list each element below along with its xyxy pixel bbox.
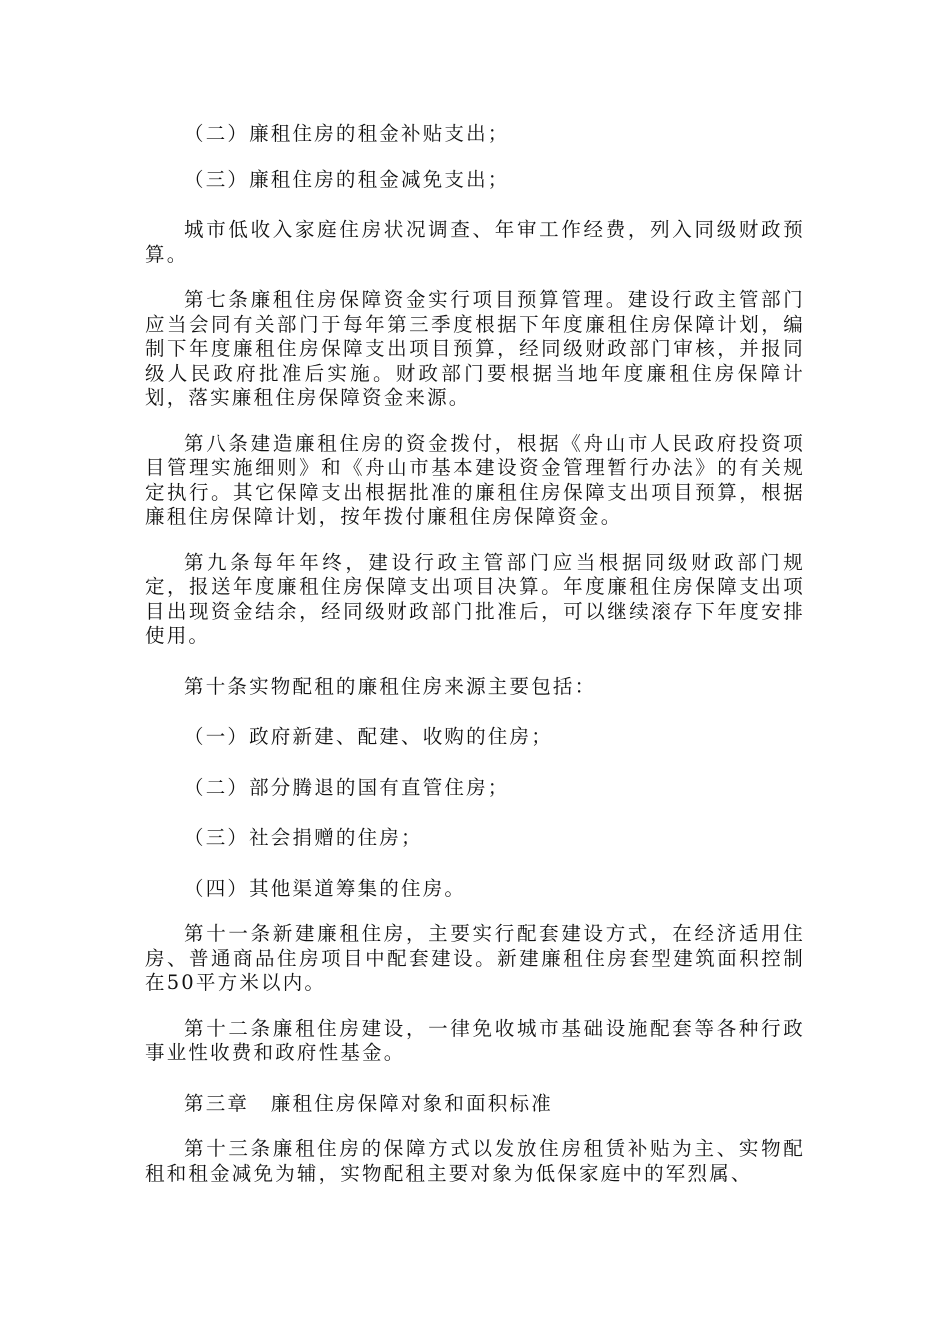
paragraph-article-9: 第九条每年年终，建设行政主管部门应当根据同级财政部门规定，报送年度廉租住房保障支出项目决算。年度廉租住房保障支出项目出现资金结余，经同级财政部门批准后，可以继续滚存下年度安排使用。: [145, 550, 805, 647]
paragraph-item-2: （二）廉租住房的租金补贴支出；: [184, 122, 510, 145]
paragraph-source-1: （一）政府新建、配建、收购的住房；: [184, 725, 553, 748]
paragraph-article-8: 第八条建造廉租住房的资金拨付，根据《舟山市人民政府投资项目管理实施细则》和《舟山市基本建设资金管理暂行办法》的有关规定执行。其它保障支出根据批准的廉租住房保障支出项目预算，根据廉租住房保障计划，按年拨付廉租住房保障资金。: [145, 431, 805, 528]
document-body: [145, 122, 805, 1186]
paragraph-article-7: 第七条廉租住房保障资金实行项目预算管理。建设行政主管部门应当会同有关部门于每年第三季度根据下年度廉租住房保障计划，编制下年度廉租住房保障支出项目预算，经同级财政部门审核，并报同级人民政府批准后实施。财政部门要根据当地年度廉租住房保障计划，落实廉租住房保障资金来源。: [145, 288, 805, 409]
paragraph-survey-funding: 城市低收入家庭住房状况调查、年审工作经费，列入同级财政预算。: [145, 218, 805, 266]
paragraph-article-12: 第十二条廉租住房建设，一律免收城市基础设施配套等各种行政事业性收费和政府性基金。: [145, 1016, 805, 1064]
chapter-heading: 第三章 廉租住房保障对象和面积标准: [184, 1091, 553, 1115]
paragraph-source-4: （四）其他渠道筹集的住房。: [184, 876, 467, 900]
paragraph-article-13: 第十三条廉租住房的保障方式以发放住房租赁补贴为主、实物配租和租金减免为辅，实物配租主要对象为低保家庭中的军烈属、: [145, 1137, 805, 1185]
paragraph-source-3: （三）社会捐赠的住房；: [184, 826, 423, 849]
paragraph-source-2: （二）部分腾退的国有直管住房；: [184, 775, 510, 799]
paragraph-article-10: 第十条实物配租的廉租住房来源主要包括：: [184, 674, 597, 698]
paragraph-item-3: （三）廉租住房的租金减免支出；: [184, 167, 510, 191]
paragraph-article-11: 第十一条新建廉租住房，主要实行配套建设方式，在经济适用住房、普通商品住房项目中配套建设。新建廉租住房套型建筑面积控制在50平方米以内。: [145, 922, 805, 994]
